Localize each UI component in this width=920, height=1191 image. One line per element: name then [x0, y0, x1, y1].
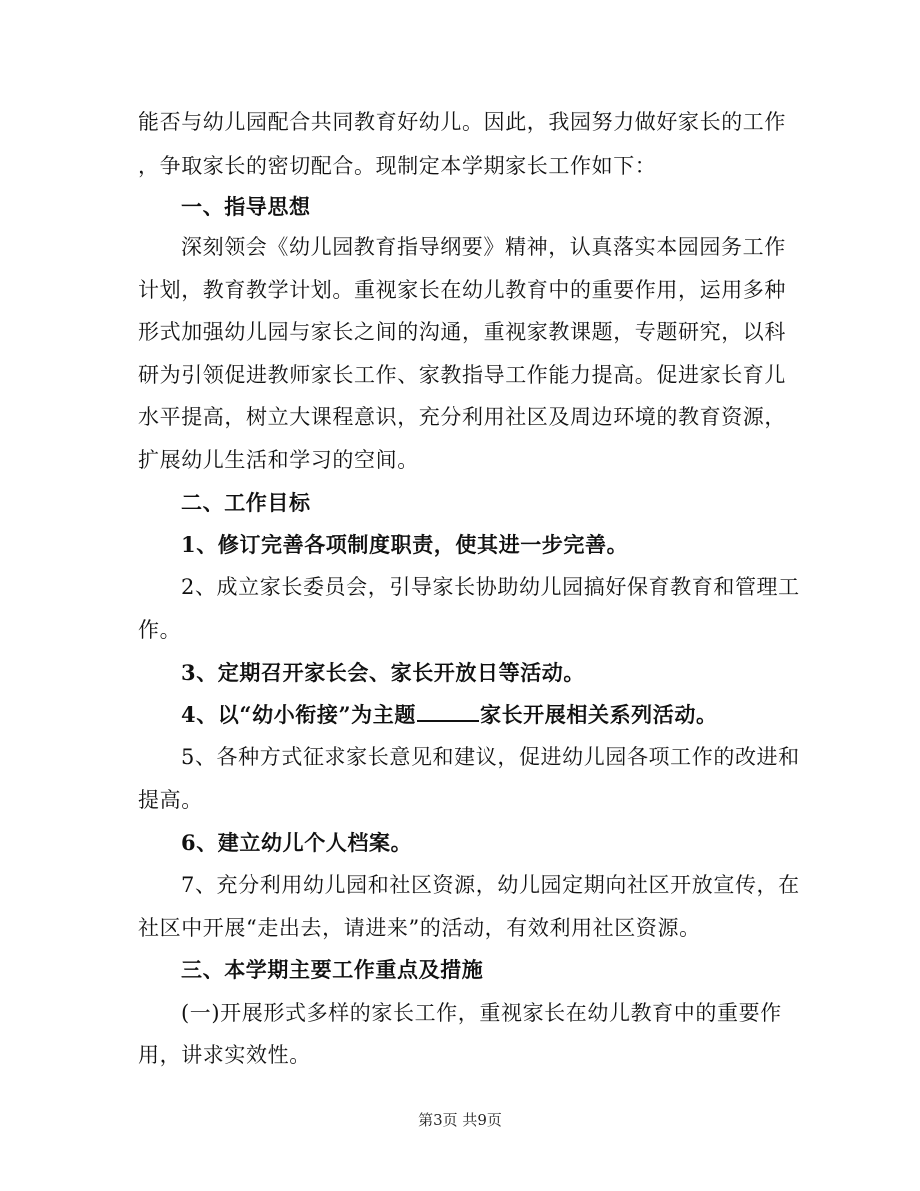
paragraph-line: ，争取家长的密切配合。现制定本学期家长工作如下：: [138, 154, 657, 178]
goal-item-4-prefix: 4、以“幼小衔接”为主题: [181, 702, 416, 727]
fill-in-blank: [417, 702, 479, 722]
paragraph-line: 作。: [138, 618, 182, 642]
paragraph-line: 社区中开展“走出去，请进来”的活动，有效利用社区资源。: [138, 916, 701, 940]
section-heading-1: 一、指导思想: [181, 194, 311, 219]
goal-item-3: 3、定期召开家长会、家长开放日等活动。: [181, 660, 586, 685]
paragraph-line: 提高。: [138, 788, 203, 812]
paragraph-line: 形式加强幼儿园与家长之间的沟通，重视家教课题，专题研究，以科: [138, 320, 786, 344]
paragraph-line: 计划，教育教学计划。重视家长在幼儿教育中的重要作用，运用多种: [138, 278, 786, 302]
paragraph-line: 能否与幼儿园配合共同教育好幼儿。因此，我园努力做好家长的工作: [138, 110, 786, 134]
section-heading-2: 二、工作目标: [181, 490, 311, 515]
section-heading-3: 三、本学期主要工作重点及措施: [181, 957, 484, 982]
paragraph-line: 深刻领会《幼儿园教育指导纲要》精神，认真落实本园园务工作: [181, 235, 786, 259]
page-number: 第3页 共9页: [418, 1111, 502, 1129]
paragraph-line: (一)开展形式多样的家长工作，重视家长在幼儿教育中的重要作: [181, 1001, 782, 1025]
goal-item-4-suffix: 家长开展相关系列活动。: [479, 702, 718, 727]
paragraph-line: 水平提高，树立大课程意识，充分利用社区及周边环境的教育资源，: [138, 405, 786, 429]
goal-item-2: 2、成立家长委员会，引导家长协助幼儿园搞好保育教育和管理工: [181, 575, 800, 599]
paragraph-line: 扩展幼儿生活和学习的空间。: [138, 448, 419, 472]
paragraph-line: 研为引领促进教师家长工作、家教指导工作能力提高。促进家长育儿: [138, 363, 786, 387]
goal-item-6: 6、建立幼儿个人档案。: [181, 830, 413, 855]
goal-item-5: 5、各种方式征求家长意见和建议，促进幼儿园各项工作的改进和: [181, 745, 800, 769]
paragraph-line: 用，讲求实效性。: [138, 1043, 311, 1067]
goal-item-4: [181, 701, 831, 729]
goal-item-1: 1、修订完善各项制度职责，使其进一步完善。: [181, 532, 629, 557]
goal-item-7: 7、充分利用幼儿园和社区资源，幼儿园定期向社区开放宣传，在: [181, 873, 800, 897]
